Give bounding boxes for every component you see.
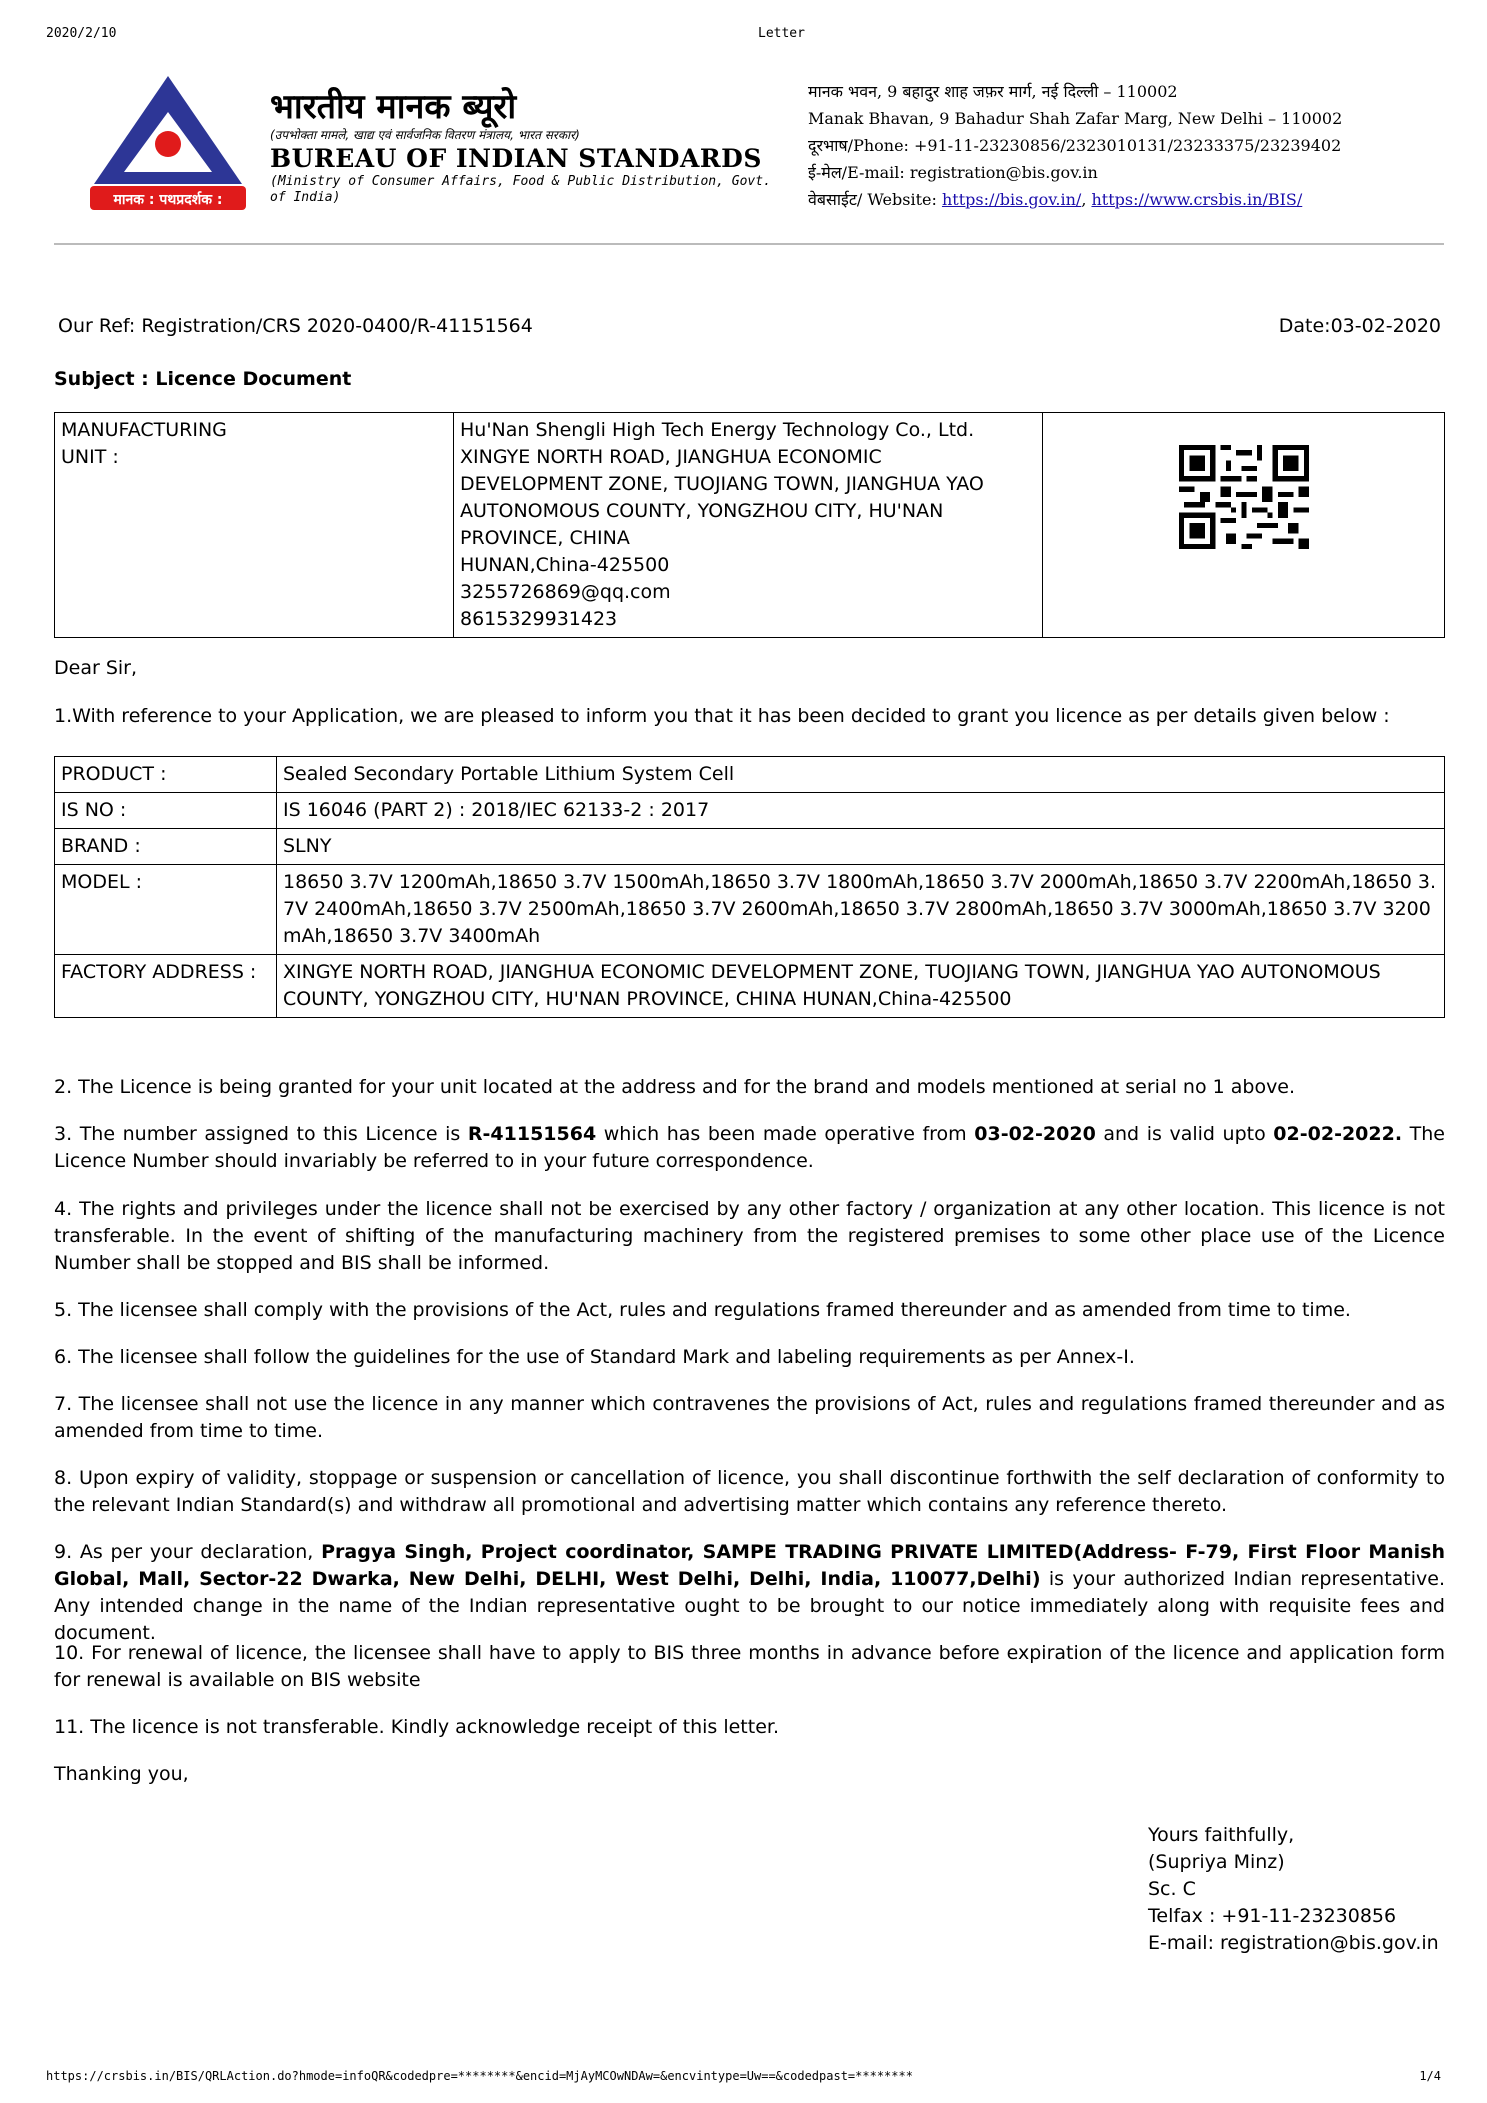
signature-block: Yours faithfully, (Supriya Minz) Sc. C Telfax : +91-11-23230856 E-mail: registration@bis.gov.in — [1148, 1824, 1439, 1954]
contact-block — [808, 78, 1342, 213]
manufacturing-unit-label: MANUFACTURING UNIT : — [55, 413, 454, 638]
logo-text: मानक : पथप्रदर्शक : — [113, 192, 223, 208]
indian-representative: Pragya Singh, Project coordinator, SAMPE TRADING PRIVATE LIMITED(Address- F-79, First Floor Manish Global, Mall, Sector-22 Dwarka, New Delhi, DELHI, West Delhi, Delhi, India, 110077,Delhi) — [54, 1541, 1446, 1590]
row-value: SLNY — [277, 829, 1445, 865]
row-value: Sealed Secondary Portable Lithium System Cell — [277, 757, 1445, 793]
org-ministry: (Ministry of Consumer Affairs, Food & Public Distribution, Govt. of India) — [270, 174, 771, 205]
paragraph-7: 7. The licensee shall not use the licence in any manner which contravenes the provisions of Act, rules and regulations framed thereunder and as amended from time to time. — [54, 1393, 1445, 1442]
print-title: Letter — [758, 26, 805, 41]
org-name-hindi: भारतीय मानक ब्यूरो — [270, 87, 517, 127]
email: ई-मेल/E-mail: registration@bis.gov.in — [808, 163, 1098, 182]
salutation: Dear Sir, — [54, 657, 138, 679]
table-row — [55, 793, 1445, 829]
paragraph-11: 11. The licence is not transferable. Kindly acknowledge receipt of this letter. — [54, 1716, 779, 1738]
manufacturing-unit-table — [54, 412, 1445, 638]
paragraph-5: 5. The licensee shall comply with the provisions of the Act, rules and regulations framed thereunder and as amended from time to time. — [54, 1299, 1351, 1321]
phone: दूरभाष/Phone: +91-11-23230856/2323010131/23233375/23239402 — [808, 136, 1342, 155]
paragraph-2: 2. The Licence is being granted for your unit located at the address and for the brand and models mentioned at serial no 1 above. — [54, 1076, 1296, 1098]
table-row — [55, 955, 1445, 1018]
table-row — [55, 865, 1445, 955]
letter-date: Date:03-02-2020 — [1278, 315, 1441, 337]
paragraph-9: 9. As per your declaration, Pragya Singh, Project coordinator, SAMPE TRADING PRIVATE LIMITED(Address- F-79, First Floor Manish Global, Mall, Sector-22 Dwarka, New Delhi, DELHI, West Delhi, Delhi, India, 110077,Delhi) is your authorized Indian representative. Any intended change in the name of the Indian representative ought to be brought to our notice immediately along with requisite fees and document. — [54, 1541, 1446, 1644]
valid-from: 03-02-2020 — [974, 1123, 1096, 1145]
reference-number: Our Ref: Registration/CRS 2020-0400/R-41151564 — [58, 315, 533, 337]
website-label: वेबसाईट/ Website: — [808, 190, 942, 209]
row-label: IS NO : — [55, 793, 277, 829]
row-label: FACTORY ADDRESS : — [55, 955, 277, 1018]
row-label: MODEL : — [55, 865, 277, 955]
row-label: PRODUCT : — [55, 757, 277, 793]
qr-cell — [1043, 413, 1445, 638]
header-divider — [54, 243, 1444, 245]
page-number: 1/4 — [1419, 2069, 1441, 2083]
address-hindi: मानक भवन, 9 बहादुर शाह जफ़र मार्ग, नई दिल्ली – 110002 — [808, 82, 1178, 101]
row-value: 18650 3.7V 1200mAh,18650 3.7V 1500mAh,18650 3.7V 1800mAh,18650 3.7V 2000mAh,18650 3.7V 2200mAh,18650 3.7V 2400mAh,18650 3.7V 2500mAh,18650 3.7V 2600mAh,18650 3.7V 2800mAh,18650 3.7V 3000mAh,18650 3.7V 3200mAh,18650 3.7V 3400mAh — [277, 865, 1445, 955]
footer-url: https://crsbis.in/BIS/QRLAction.do?hmode=infoQR&codedpre=********&encid=MjAyMCOwNDAw=&encvintype=Uw==&codedpast=******** — [46, 2069, 913, 2083]
paragraph-6: 6. The licensee shall follow the guidelines for the use of Standard Mark and labeling requirements as per Annex-I. — [54, 1346, 1135, 1368]
table-row — [55, 757, 1445, 793]
row-label: BRAND : — [55, 829, 277, 865]
closing: Thanking you, — [54, 1763, 189, 1785]
website-line — [808, 186, 1342, 213]
paragraph-3: 3. The number assigned to this Licence is R-41151564 which has been made operative from 03-02-2020 and is valid upto 02-02-2022. The Licence Number should invariably be referred to in your future correspondence. — [54, 1123, 1445, 1172]
licence-number: R-41151564 — [467, 1123, 597, 1145]
website-separator: , — [1081, 190, 1092, 209]
table-row — [55, 829, 1445, 865]
qr-code-icon — [1179, 445, 1309, 549]
paragraph-8: 8. Upon expiry of validity, stoppage or suspension or cancellation of licence, you shall discontinue forthwith the self declaration of conformity to the relevant Indian Standard(s) and withdraw all promotional and advertising matter which contains any reference thereto. — [54, 1467, 1445, 1516]
org-name-english: BUREAU OF INDIAN STANDARDS — [270, 144, 762, 173]
bis-logo-icon — [88, 72, 248, 212]
print-date: 2020/2/10 — [46, 26, 117, 41]
valid-upto: 02-02-2022. — [1273, 1123, 1403, 1145]
website-link-bis[interactable]: https://bis.gov.in/ — [941, 190, 1082, 209]
website-link-crsbis[interactable]: https://www.crsbis.in/BIS/ — [1091, 190, 1303, 209]
org-sub-hindi: (उपभोक्ता मामले, खाद्य एवं सार्वजनिक वितरण मंत्रालय, भारत सरकार) — [270, 128, 580, 142]
subject: Subject : Licence Document — [54, 368, 352, 390]
row-value: IS 16046 (PART 2) : 2018/IEC 62133-2 : 2017 — [277, 793, 1445, 829]
paragraph-10: 10. For renewal of licence, the licensee shall have to apply to BIS three months in advance before expiration of the licence and application form for renewal is available on BIS website — [54, 1642, 1445, 1691]
address-english: Manak Bhavan, 9 Bahadur Shah Zafar Marg, New Delhi – 110002 — [808, 109, 1343, 128]
product-details-table — [54, 756, 1445, 1018]
paragraph-4: 4. The rights and privileges under the licence shall not be exercised by any other factory / organization at any other location. This licence is not transferable. In the event of shifting of the manufacturing machinery from the registered premises to some other place use of the Licence Number shall be stopped and BIS shall be informed. — [54, 1198, 1445, 1274]
paragraph-1: 1.With reference to your Application, we are pleased to inform you that it has been decided to grant you licence as per details given below : — [54, 705, 1390, 727]
row-value: XINGYE NORTH ROAD, JIANGHUA ECONOMIC DEVELOPMENT ZONE, TUOJIANG TOWN, JIANGHUA YAO AUTONOMOUS COUNTY, YONGZHOU CITY, HU'NAN PROVINCE, CHINA HUNAN,China-425500 — [277, 955, 1445, 1018]
manufacturing-unit-details: Hu'Nan Shengli High Tech Energy Technology Co., Ltd. XINGYE NORTH ROAD, JIANGHUA ECONOMIC DEVELOPMENT ZONE, TUOJIANG TOWN, JIANGHUA YAO AUTONOMOUS COUNTY, YONGZHOU CITY, HU'NAN PROVINCE, CHINA HUNAN,China-425500 3255726869@qq.com 8615329931423 — [454, 413, 1043, 638]
